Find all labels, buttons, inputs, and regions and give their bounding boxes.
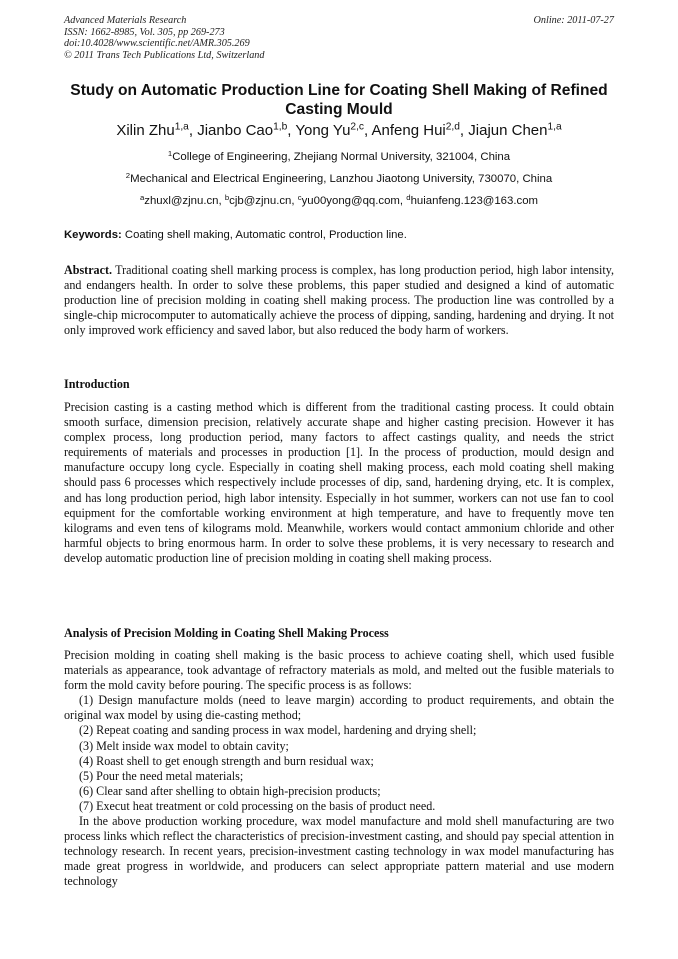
author-name: Anfeng Hui bbox=[371, 122, 446, 139]
author-sup: 2,d bbox=[445, 121, 460, 133]
introduction-text: Precision casting is a casting method which is different from the traditional casting process. It could obtain smooth surface, dimension precision, relatively accurate shape and higher casting precision. However it has complex process, long production period, many factors to affect castings quality, and needs the strict requirements of materials and processes in production [1]. In the process of production, mould design and manufacture occupy long cycle. Especially in coating shell making process, each mold coating shell making should pass 6 processes which respectively include processes of dip, sand, hardening drying, etc. It is complex, and has long production period, high labor intensity. Especially in hot summer, workers can not use fan to cool equipment for the comfortable working environment at high temperature, and have to frequently move ten kilograms and even tens of kilograms mold. Meanwhile, workers would contact ammonium chloride and other harmful objects to bring enormous harm. In order to solve these problems, it is very necessary to research and develop automatic production line of precision molding in coating shell making process. bbox=[64, 400, 614, 565]
author-name: Yong Yu bbox=[295, 122, 351, 139]
process-step: (5) Pour the need metal materials; bbox=[79, 768, 244, 783]
author-sup: 1,b bbox=[273, 121, 288, 133]
email-sup: d bbox=[406, 192, 411, 202]
author-name: Jiajun Chen bbox=[468, 122, 548, 139]
process-step: (7) Execut heat treatment or cold processing on the basis of product need. bbox=[79, 798, 436, 813]
process-step: (3) Melt inside wax model to obtain cavity; bbox=[79, 738, 289, 753]
abstract bbox=[64, 263, 614, 338]
journal-doi[interactable]: doi:10.4028/www.scientific.net/AMR.305.269 bbox=[64, 38, 250, 50]
abstract-label: Abstract. bbox=[64, 263, 113, 277]
email-link[interactable]: huianfeng.123@163.com bbox=[410, 195, 539, 207]
keywords-label: Keywords: bbox=[64, 229, 122, 241]
email-link[interactable]: zhuxl@zjnu.cn, bbox=[144, 195, 222, 207]
email-sup: b bbox=[224, 192, 230, 202]
journal-issn: ISSN: 1662-8985, Vol. 305, pp 269-273 bbox=[64, 26, 225, 38]
author-list: Xilin Zhu$^{1,a}$, Jianbo Cao$^{1,b}$, Yong Yu$^{2,c}$, Anfeng Hui$^{2,d}$, Jiajun Chen$^{1,a}$ bbox=[116, 121, 562, 139]
affiliation-text: Mechanical and Electrical Engineering, Lanzhou Jiaotong University, 730070, China bbox=[130, 173, 553, 185]
affiliation-text: College of Engineering, Zhejiang Normal University, 321004, China bbox=[172, 151, 511, 163]
analysis-intro: Precision molding in coating shell making is the basic process to achieve coating shell, which used fusible materials as appearance, took advantage of refractory materials as mold, and melted out the fusible materials to form the mold cavity before pouring. The specific process is as follows: bbox=[64, 648, 614, 693]
author-name: Jianbo Cao bbox=[197, 122, 274, 139]
email-link[interactable]: yu00yong@qq.com, bbox=[301, 195, 404, 207]
keywords bbox=[64, 228, 614, 242]
affiliation-sup: 1 bbox=[167, 148, 173, 158]
online-date: Online: 2011-07-27 bbox=[533, 15, 614, 26]
affiliation-2 bbox=[20, 172, 658, 186]
author-sup: 2,c bbox=[350, 121, 365, 133]
paper-title: Study on Automatic Production Line for Coating Shell Making of Refined Casting Mould bbox=[70, 82, 608, 118]
analysis-section bbox=[64, 648, 614, 890]
process-step: (6) Clear sand after shelling to obtain high-precision products; bbox=[79, 783, 381, 798]
email-sup: c bbox=[297, 192, 302, 202]
affiliation-sup: 2 bbox=[125, 170, 131, 180]
journal-name: Advanced Materials Research bbox=[64, 15, 187, 26]
email-sup: a bbox=[139, 192, 145, 202]
author-name: Xilin Zhu bbox=[116, 122, 175, 139]
process-step: (4) Roast shell to get enough strength and burn residual wax; bbox=[79, 753, 374, 768]
email-list bbox=[20, 194, 658, 208]
journal-header bbox=[64, 15, 264, 61]
affiliation-1 bbox=[20, 150, 658, 164]
introduction-heading: Introduction bbox=[64, 377, 130, 391]
email-link[interactable]: cjb@zjnu.cn, bbox=[229, 195, 295, 207]
analysis-closing: In the above production working procedure, wax model manufacture and mold shell manufacturing are two process links which reflect the characteristics of precision-investment casting, and should pay special attention in technology research. In recent years, precision-investment casting technology in wax model manufacturing has made great progress in worldwide, and producers can select appropriate pattern material and use modern technology bbox=[64, 814, 614, 889]
abstract-text: Traditional coating shell marking process is complex, has long production period, high labor intensity, and endangers health. In order to solve these problems, this paper studied and designed a kind of automatic production line of precision molding in coating shell making process. The production line was controlled by a single-chip microcomputer to automatically achieve the process of dipping, sanding, hardening and drying. It not only improved work efficiency and saved labor, but also reduced the body harm of workers. bbox=[64, 263, 614, 338]
author-sup: 1,a bbox=[174, 121, 189, 133]
keywords-text: Coating shell making, Automatic control, Production line. bbox=[124, 229, 407, 241]
process-step: (2) Repeat coating and sanding process in wax model, hardening and drying shell; bbox=[79, 723, 477, 738]
author-sup: 1,a bbox=[547, 121, 562, 133]
analysis-heading: Analysis of Precision Molding in Coating Shell Making Process bbox=[64, 626, 389, 640]
process-step: (1) Design manufacture molds (need to leave margin) according to product requirements, and obtain the original wax model by using die-casting method; bbox=[64, 693, 614, 723]
journal-copyright: © 2011 Trans Tech Publications Ltd, Switzerland bbox=[64, 49, 265, 61]
